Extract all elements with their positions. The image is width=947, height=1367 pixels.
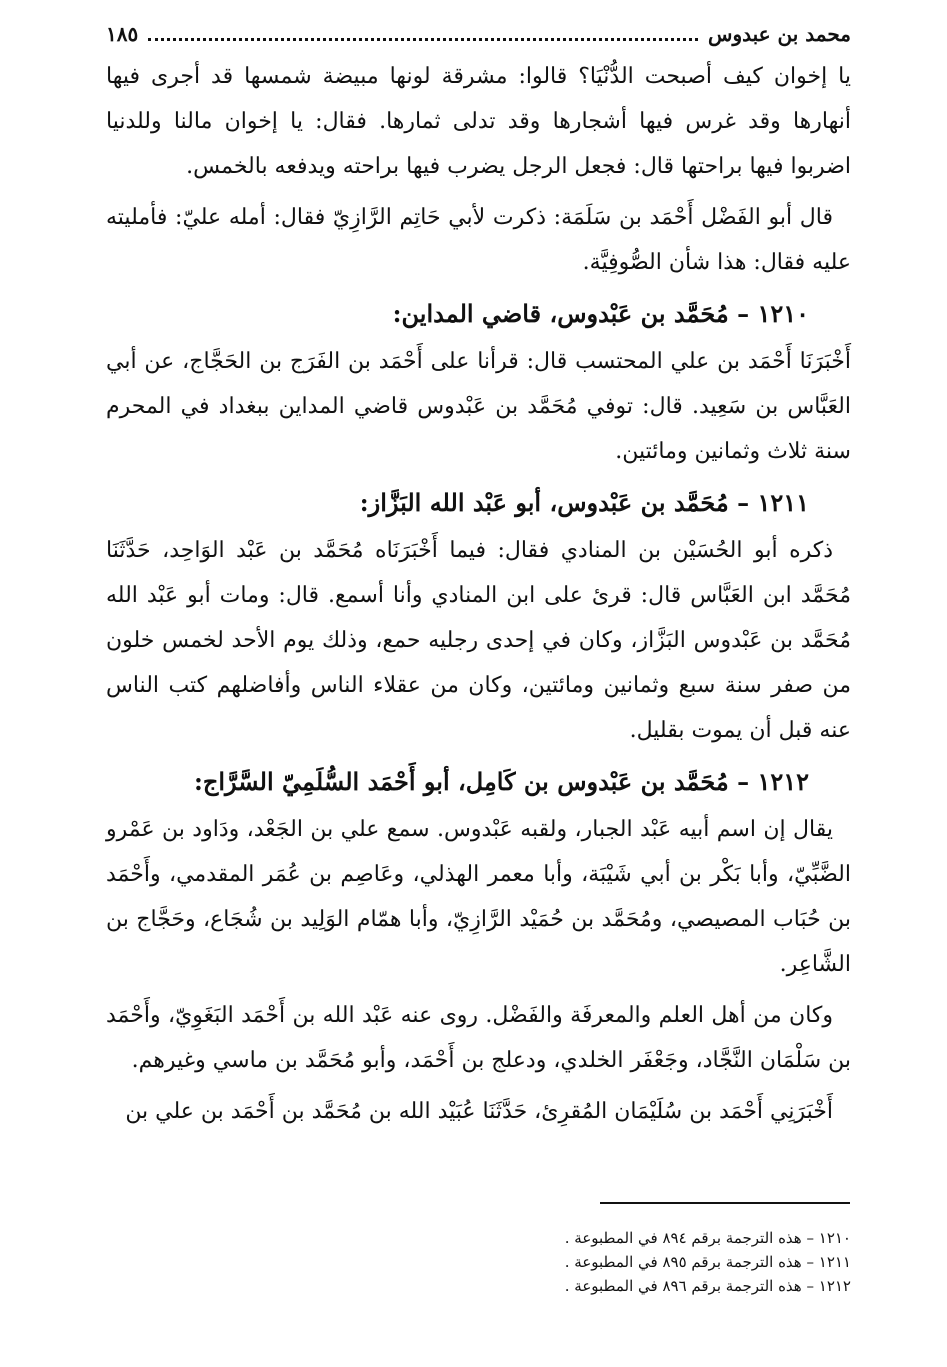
- paragraph: يا إخوان كيف أصبحت الدُّنْيَا؟ قالوا: مشرقة لونها مبيضة شمسها قد أجرى فيها أنهارها وقد غرس فيها أشجارها وقد تدلى ثمارها. فقال: يا إخوان مالنا وللدنيا اضربوا فيها براحتها قال: فجعل الرجل يضرب فيها براحته ويدفعه بالخمس.: [106, 64, 851, 179]
- paragraph: يقال إن اسم أبيه عَبْد الجبار، ولقبه عَبْدوس. سمع علي بن الجَعْد، ودَاود بن عَمْرو الضَّبِّيّ، وأبا بَكْر بن أبي شَيْبَة، وأبا معمر الهذلي، وعَاصِم بن عُمَر المقدمي، وأَحْمَد بن حُبَاب المصيصي، ومُحَمَّد بن حُمَيْد الرَّازِيّ، وأبا همّام الوَلِيد بن شُجَاع، وحَجَّاج بن الشَّاعِر.: [106, 817, 851, 977]
- footnote: ١٢١٠ – هذه الترجمة برقم ٨٩٤ في المطبوعة .: [564, 1229, 851, 1247]
- entry-heading-1212: ١٢١٢ – مُحَمَّد بن عَبْدوس بن كَامِل، أبو أَحْمَد السُّلَمِيّ السَّرَّاج:: [194, 767, 809, 796]
- footnote: ١٢١٢ – هذه الترجمة برقم ٨٩٦ في المطبوعة .: [564, 1277, 851, 1295]
- paragraph: أَخْبَرَنِي أَحْمَد بن سُلَيْمَان المُقرِئ، حَدَّثَنَا عُبَيْد الله بن مُحَمَّد بن أَحْمَد بن علي بن: [125, 1099, 833, 1124]
- running-header: [106, 22, 851, 46]
- dot-leader: [148, 26, 698, 41]
- paragraph: وكان من أهل العلم والمعرفَة والفَضْل. روى عنه عَبْد الله بن أَحْمَد البَغَوِيّ، وأَحْمَد بن سَلْمَان النَّجَّاد، وجَعْفَر الخلدي، ودعلج بن أَحْمَد، وأبو مُحَمَّد بن ماسي وغيرهم.: [106, 1003, 851, 1073]
- paragraph: قال أبو الفَضْل أَحْمَد بن سَلَمَة: ذكرت لأبي حَاتِم الرَّازِيّ فقال: أمله عليّ: فأمليته عليه فقال: هذا شأن الصُّوفِيَّة.: [106, 205, 851, 275]
- running-title: محمد بن عبدوس: [708, 22, 851, 46]
- footnotes: [451, 1226, 851, 1298]
- paragraph: أَخْبَرَنَا أَحْمَد بن علي المحتسب قال: قرأنا على أَحْمَد بن الفَرَج بن الحَجَّاج، عن أبي العَبَّاس بن سَعِيد. قال: توفي مُحَمَّد بن عَبْدوس قاضي المداين ببغداد في المحرم سنة ثلاث وثمانين ومائتين.: [106, 349, 851, 464]
- page-number: ١٨٥: [106, 22, 139, 46]
- entry-heading-1210: ١٢١٠ – مُحَمَّد بن عَبْدوس، قاضي المداين:: [392, 299, 809, 328]
- footnote-divider: [600, 1202, 850, 1204]
- entry-heading-1211: ١٢١١ – مُحَمَّد بن عَبْدوس، أبو عَبْد الله البَزَّاز:: [359, 488, 809, 517]
- paragraph: ذكره أبو الحُسَيْن بن المنادي فقال: فيما أَخْبَرَنَاه مُحَمَّد بن عَبْد الوَاحِد، حَدَّثَنَا مُحَمَّد ابن العَبَّاس قال: قرئ على ابن المنادي وأنا أسمع. قال: ومات أبو عَبْد الله مُحَمَّد بن عَبْدوس البَزَّاز، وكان في إحدى رجليه حمع، وذلك يوم الأحد لخمس خلون من صفر سنة سبع وثمانين ومائتين، وكان من عقلاء الناس وأفاضلهم كتب الناس عنه قبل أن يموت بقليل.: [106, 538, 851, 743]
- footnote: ١٢١١ – هذه الترجمة برقم ٨٩٥ في المطبوعة .: [564, 1253, 851, 1271]
